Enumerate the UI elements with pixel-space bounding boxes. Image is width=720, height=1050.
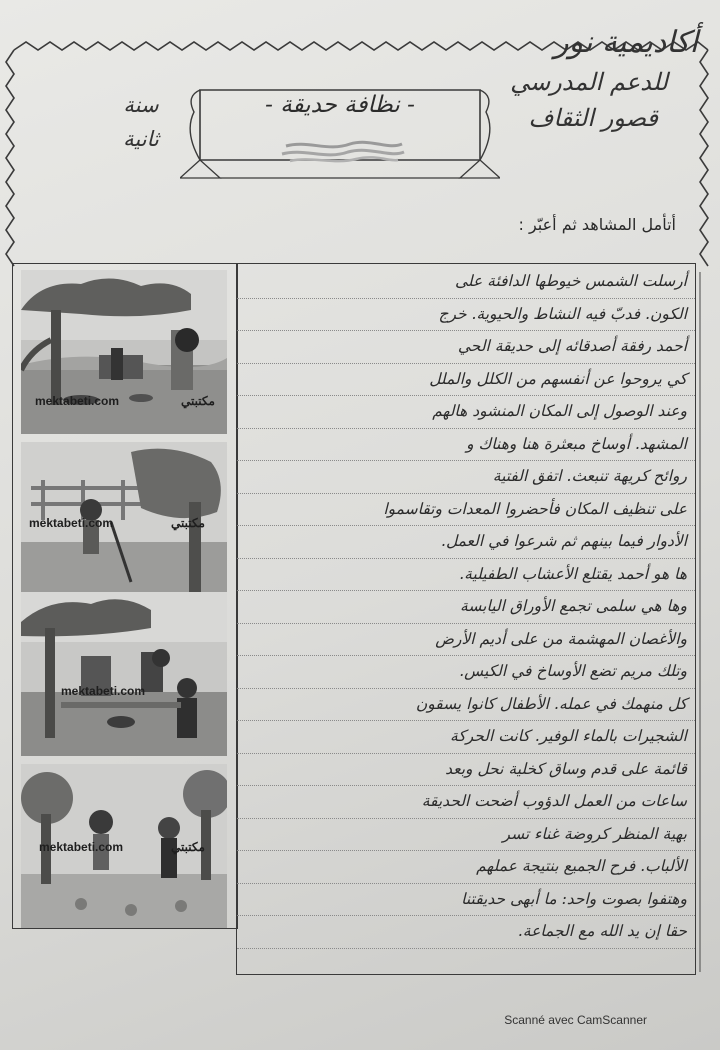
story-line: وهتفوا بصوت واحد: ما أبهى حديقتنا: [237, 884, 695, 917]
story-line: والأغصان المهشمة من على أديم الأرض: [237, 624, 695, 657]
school-location: قصور الثقاف: [528, 104, 658, 132]
story-line: روائح كريهة تنبعث. اتفق الفتية: [237, 461, 695, 494]
story-line: ها هو أحمد يقتلع الأعشاب الطفيلية.: [237, 559, 695, 592]
school-header: [508, 22, 698, 136]
story-line: أرسلت الشمس خيوطها الدافئة على: [237, 266, 695, 299]
scene-images-column: [12, 263, 238, 929]
story-text: [237, 266, 695, 949]
story-line: الشجيرات بالماء الوفير. كانت الحركة: [237, 721, 695, 754]
instruction-text: أتأمل المشاهد ثم أعبّر :: [518, 215, 676, 234]
scene-image-dirty-park: [21, 270, 227, 434]
scene-image-raking: [21, 442, 227, 606]
story-line: كل منهمك في عمله. الأطفال كانوا يسقون: [237, 689, 695, 722]
story-line: وها هي سلمى تجمع الأوراق اليابسة: [237, 591, 695, 624]
school-subtitle: للدعم المدرسي: [510, 68, 668, 96]
grade-level: [96, 88, 186, 156]
scene-image-clean-park: [21, 764, 227, 928]
image-watermark-ar: مكتبتي: [171, 840, 205, 854]
story-line: الكون. فدبّ فيه النشاط والحيوية. خرج: [237, 299, 695, 332]
image-watermark: mektabeti.com: [29, 516, 114, 530]
scene-3-illustration: [21, 592, 227, 756]
image-watermark: mektabeti.com: [39, 840, 124, 854]
scanner-footer: Scanné avec CamScanner: [504, 1013, 647, 1027]
image-watermark: mektabeti.com: [35, 394, 120, 408]
story-line: المشهد. أوساخ مبعثرة هنا وهناك و: [237, 429, 695, 462]
image-watermark-ar: مكتبتي: [171, 516, 205, 530]
page-title: - نظافة حديقة -: [265, 92, 415, 118]
scene-image-cleaning: [21, 592, 227, 756]
story-line: بهية المنظر كروضة غناء تسر: [237, 819, 695, 852]
story-line: وعند الوصول إلى المكان المنشود هالهم: [237, 396, 695, 429]
story-line: وتلك مريم تضع الأوساخ في الكيس.: [237, 656, 695, 689]
grade-level-line-2: ثانية: [123, 127, 159, 151]
story-line: الأدوار فيما بينهم ثم شرعوا في العمل.: [237, 526, 695, 559]
story-line: على تنظيف المكان فأحضروا المعدات وتقاسموا: [237, 494, 695, 527]
image-watermark-ar: مكتبتي: [181, 394, 215, 408]
story-text-box: [236, 263, 696, 975]
scribbled-out-text: [278, 138, 408, 166]
story-line: قائمة على قدم وساق كخلية نحل وبعد: [237, 754, 695, 787]
story-line: أحمد رفقة أصدقائه إلى حديقة الحي: [237, 331, 695, 364]
story-line: حقا إن يد الله مع الجماعة.: [237, 916, 695, 949]
scene-1-illustration: [21, 270, 227, 434]
story-line: كي يروحوا عن أنفسهم من الكلل والملل: [237, 364, 695, 397]
story-line: الألباب. فرح الجميع بنتيجة عملهم: [237, 851, 695, 884]
image-watermark: mektabeti.com: [61, 684, 146, 698]
story-line: ساعات من العمل الدؤوب أضحت الحديقة: [237, 786, 695, 819]
grade-level-line-1: سنة: [123, 93, 159, 117]
school-name: أكاديمية نور: [554, 25, 698, 60]
